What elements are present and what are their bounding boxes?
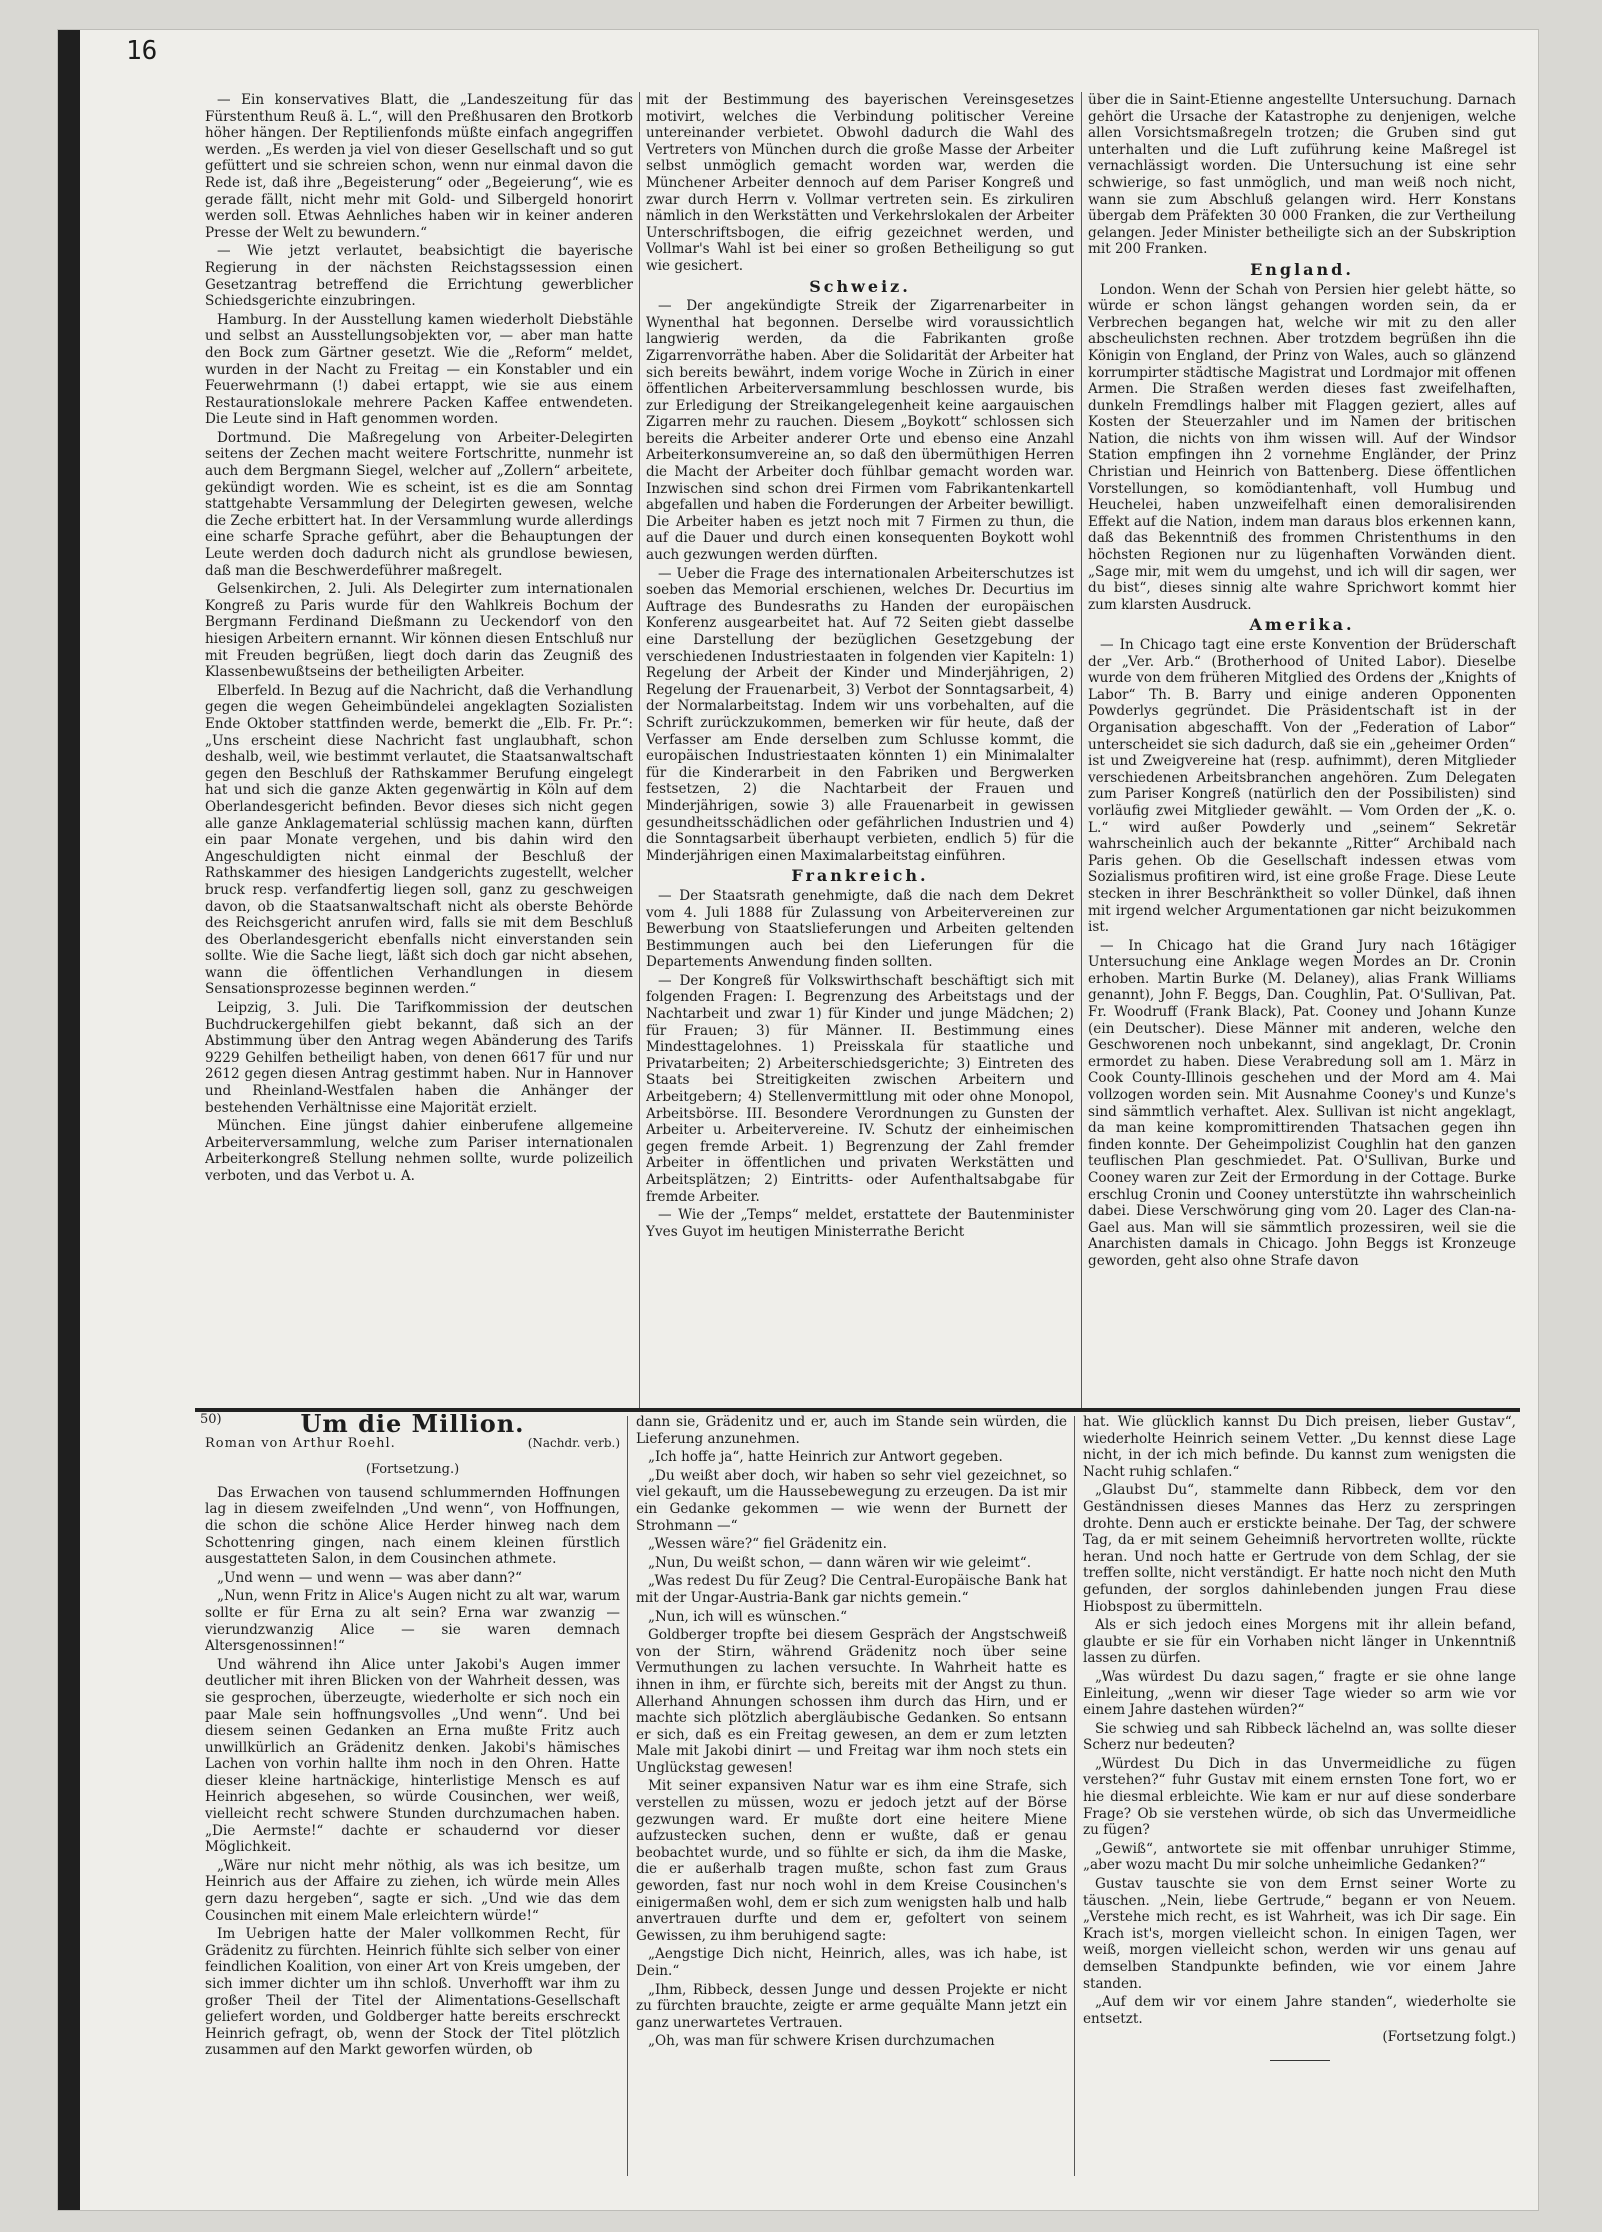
- novel-paragraph: „Nun, ich will es wünschen.“: [648, 1608, 848, 1625]
- novel-paragraph: „Aengstige Dich nicht, Heinrich, alles, was ich habe, ist Dein.“: [636, 1946, 1067, 1979]
- top-column-1: [205, 92, 633, 1404]
- novel-paragraph: „Gewiß“, antwortete sie mit offenbar unruhiger Stimme, „aber wozu macht Du mir solche unheimliche Gedanken?“: [1083, 1840, 1516, 1874]
- novel-paragraph: Mit seiner expansiven Natur war es ihm eine Strafe, sich verstellen zu müssen, wozu er jedoch jetzt auf der Börse gezwungen ward. Er mußte dort eine heitere Miene aufzustecken suchen, denn er wußte, daß er genau beobachtet wurde, und so fühlte er sich, da ihm die Maske, die er außerhalb tragen mußte, schon fast zum Graus geworden, fast nur noch wohl in dem Kreise Cousinchen's einigermaßen wohl, dem er sich zum wenigsten halb und halb anvertrauen durfte und dem er, gefoltert von seinem Gewissen, zu ihm beruhigend sagte:: [636, 1778, 1067, 1944]
- section-heading-england: England.: [1250, 259, 1354, 279]
- novel-paragraph: Sie schwieg und sah Ribbeck lächelnd an, was sollte dieser Scherz nur bedeuten?: [1083, 1720, 1516, 1754]
- novel-paragraph: „Was würdest Du dazu sagen,“ fragte er sie ohne lange Einleitung, „wenn wir dieser Tage wieder so arm wie vor einem Jahre dastehen würden?“: [1083, 1668, 1516, 1719]
- novel-paragraph: Das Erwachen von tausend schlummernden Hoffnungen lag in diesem zweifelnden „Und wenn“, von Hoffnungen, die schon die schöne Alice Herder hinweg nach dem Schottenring gingen, nach einem kleinen fürstlich ausgestatteten Salon, in dem Cousinchen athmete.: [205, 1484, 620, 1568]
- article-paragraph: München. Eine jüngst dahier einberufene allgemeine Arbeiterversammlung, welche zum Pariser internationalen Arbeiterkongreß Stellung nehmen sollte, wurde polizeilich verboten, und das Verbot u. A.: [205, 1118, 633, 1184]
- column-rule-3: [627, 1416, 628, 2176]
- novel-paragraph: Im Uebrigen hatte der Maler vollkommen Recht, für Grädenitz zu fürchten. Heinrich fühlte sich selber von einer feindlichen Koalition, von einer Art von Kreis umgeben, der sich immer dichter um ihn schloß. Unverhofft war ihm zu großer Theil der Titel der Alimentations-Gesellschaft geliefert worden, und Goldberger hatte bereits erschreckt Heinrich gefragt, ob, wenn der Stock der Titel plötzlich zusammen auf den Markt geworfen würden, ob: [205, 1926, 620, 2059]
- novel-paragraph: hat. Wie glücklich kannst Du Dich preisen, lieber Gustav“, wiederholte Heinrich seinem Vetter. „Du kennst diese Lage nicht, in der ich mich befinde. Du kannst zum wenigsten die Nacht ruhig schlafen.“: [1083, 1414, 1516, 1480]
- novel-paragraph: „Ich hoffe ja“, hatte Heinrich zur Antwort gegeben.: [648, 1449, 1003, 1466]
- article-paragraph: — Wie der „Temps“ meldet, erstattete der Bautenminister Yves Guyot im heutigen Ministerrathe Bericht: [646, 1207, 1074, 1240]
- novel-title: Um die Million.: [300, 1414, 525, 1438]
- novel-paragraph: „Wessen wäre?“ fiel Grädenitz ein.: [648, 1536, 887, 1553]
- to-be-continued: (Fortsetzung folgt.): [1382, 2029, 1516, 2046]
- novel-paragraph: Goldberger tropfte bei diesem Gespräch der Angstschweiß von der Stirn, während Grädenitz noch über seine Vermuthungen zu lachen versuchte. In Wahrheit hatte es ihnen in ihm, er fürchte sich, bereits mit der Angst zu thun. Allerhand Ahnungen schossen ihm durch das Hirn, und er machte sich plötzlich abergläubische Gedanken. So entsann er sich, daß es ein Freitag gewesen, an dem er zum letzten Male mit Jakobi dinirt — und Freitag war ihm noch stets ein Unglückstag gewesen!: [636, 1627, 1067, 1776]
- section-divider: [195, 1408, 1520, 1412]
- top-column-2: [646, 92, 1074, 1404]
- novel-paragraph: „Oh, was man für schwere Krisen durchzumachen: [648, 2033, 995, 2050]
- article-paragraph: — Der Kongreß für Volkswirthschaft beschäftigt sich mit folgenden Fragen: I. Begrenzung des Arbeitstags und der Nachtarbeit und zwar 1) für Kinder und junge Mädchen; 2) für Frauen; 3) für Männer. II. Bestimmung eines Mindesttagelohnes. 1) Preisskala für staatliche und Privatarbeiten; 2) Arbeiterschiedsgerichte; 3) Eintreten des Staats bei Streitigkeiten zwischen Arbeitern und Arbeitgebern; 4) Stellenvermittlung mit oder ohne Monopol, Arbeitsbörse. III. Besondere Verordnungen zu Gunsten der Arbeiter u. Arbeitervereine. IV. Schutz der einheimischen gegen fremde Arbeit. 1) Begrenzung der Zahl fremder Arbeiter in öffentlichen und privaten Werkstätten und Arbeitsplätzen; 2) Eintritts- oder Aufenthaltsabgabe für fremde Arbeiter.: [646, 972, 1074, 1205]
- article-paragraph: mit der Bestimmung des bayerischen Vereinsgesetzes motivirt, welches die Verbindung politischer Vereine untereinander verbietet. Obwohl dadurch die Wahl des Vertreters von München durch die große Masse der Arbeiter selbst unmöglich gemacht worden war, werden die Münchener Arbeiter dennoch auf dem Pariser Kongreß und zwar durch Herrn v. Vollmar vertreten sein. Es zirkuliren nämlich in den Werkstätten und Verkehrslokalen der Arbeiter Unterschriftsbogen, die eifrig gezeichnet werden, und Vollmar's Wahl ist bei einer so großen Betheiligung so gut wie gesichert.: [646, 92, 1074, 274]
- novel-paragraph: Und während ihn Alice unter Jakobi's Augen immer deutlicher mit ihren Blicken von der Wahrheit dessen, was sie gesprochen, überzeugte, wiederholte er sich noch ein paar Male sein hoffnungsvolles „Und wenn“. Und bei diesem seinen Gedanken an Erna mußte Fritz auch unwillkürlich an Grädenitz denken. Jakobi's hämisches Lachen von vorhin hallte ihm noch in den Ohren. Hatte dieser kleine hartnäckige, hinterlistige Mensch es auf Heinrich abgesehen, so würde Cousinchen, wer weiß, vielleicht recht schwere Stunden durchzumachen haben. „Die Aermste!“ dachte er schaudernd vor dieser Möglichkeit.: [205, 1656, 620, 1856]
- article-paragraph: — In Chicago tagt eine erste Konvention der Brüderschaft der „Ver. Arb.“ (Brotherhood of United Labor). Dieselbe wurde von dem früheren Mitglied des Ordens der „Knights of Labor“ Th. B. Barry und einige anderen Opponenten Powderlys gegründet. Die Präsidentschaft ist in der Organisation abgeschafft. Von der „Federation of Labor“ unterscheidet sie sich dadurch, daß sie ein „geheimer Orden“ ist und Zweigvereine hat (resp. aufnimmt), deren Mitglieder verschiedenen Arbeitsbranchen angehören. Zum Delegaten zum Pariser Kongreß (natürlich den der Possibilisten) sind vorläufig zwei Mitglieder gewählt. — Vom Orden der „K. o. L.“ wird außer Powderly und „seinem“ Sekretär wahrscheinlich auch der bekannte „Ritter“ Archibald nach Paris gehen. Ob die Gesellschaft indessen etwas vom Sozialismus profitiren wird, ist eine große Frage. Diese Leute stecken in ihrer Beschränktheit so voller Dünkel, daß ihnen mit irgend welcher Argumentationen gar nicht beizukommen ist.: [1088, 637, 1516, 936]
- article-paragraph: Gelsenkirchen, 2. Juli. Als Delegirter zum internationalen Kongreß zu Paris wurde für den Wahlkreis Bochum der Bergmann Ferdinand Dießmann zu Ueckendorf von den hiesigen Arbeitern ernannt. Wir können diesen Entschluß nur mit Freuden begrüßen, liegt doch darin das Zeugniß des Klassenbewußtseins der betheiligten Arbeiter.: [205, 581, 633, 681]
- column-rule-1: [639, 92, 640, 1410]
- article-paragraph: — Ein konservatives Blatt, die „Landeszeitung für das Fürstenthum Reuß ä. L.“, will den Preßhusaren den Brotkorb höher hängen. Der Reptilienfonds müßte einfach angegriffen werden. „Es werden ja viel von dieser Gesellschaft und so gut gefüttert und sie schreien schon, wenn nur einmal davon die Rede ist, daß ihre „Begeisterung“ oder „Begeierung“, wie es gerade fällt, nicht mehr mit Gold- und Silbergeld honorirt werden soll. Etwas Aehnliches haben wir in keiner anderen Presse der Welt zu bewundern.“: [205, 92, 633, 241]
- article-paragraph: Dortmund. Die Maßregelung von Arbeiter-Delegirten seitens der Zechen macht weitere Fortschritte, nunmehr ist auch dem Bergmann Siegel, welcher auf „Zollern“ arbeitete, gekündigt worden. Wie es scheint, ist es die am Sonntag stattgehabte Versammlung der Delegirten gewesen, welche die Zeche erbittert hat. In der Versammlung wurde allerdings eine scharfe Sprache geführt, aber die Behauptungen der Leute werden doch dadurch nicht als grundlose bewiesen, daß man die Beschwerdeführer maßregelt.: [205, 429, 633, 579]
- novel-paragraph: „Auf dem wir vor einem Jahre standen“, wiederholte sie entsetzt.: [1083, 1994, 1516, 2027]
- novel-author: Roman von Arthur Roehl.: [205, 1435, 396, 1451]
- column-rule-2: [1081, 92, 1082, 1410]
- novel-paragraph: „Ihm, Ribbeck, dessen Junge und dessen Projekte er nicht zu fürchten brauchte, zeigte er arme gequälte Mann jetzt ein ganz unerwartetes Vertrauen.: [636, 1981, 1067, 2031]
- article-paragraph: Elberfeld. In Bezug auf die Nachricht, daß die Verhandlung gegen die wegen Geheimbündelei angeklagten Sozialisten Ende Oktober stattfinden werde, bemerkt die „Elb. Fr. Pr.“: „Uns erscheint diese Nachricht fast unglaubhaft, schon deshalb, weil, wie bestimmt verlautet, die Staatsanwaltschaft gegen den Beschluß der Rathskammer Berufung eingelegt hat und sich die ganze Akten gegenwärtig in Köln auf dem Oberlandesgericht befinden. Bevor dieses sich nicht gegen alle ganze Anklagematerial schlüssig machen kann, dürften ein paar Monate vergehen, und bis dahin wird den Angeschuldigten nicht einmal der Beschluß der Rathskammer des hiesigen Landgerichts zugestellt, welcher bruck resp. verfandfertig liegen soll, ganz zu geschweigen davon, ob die Staatsanwaltschaft nicht als oberste Behörde des Reichsgericht anrufen wird, falls sie mit dem Beschluß des Oberlandesgericht ebenfalls nicht einverstanden sein sollte. Wie die Sache liegt, läßt sich doch gar nicht absehen, wann die öffentlichen Verhandlungen in diesem Sensationsprozesse beginnen werden.“: [205, 682, 633, 998]
- column-rule-4: [1074, 1416, 1075, 2176]
- novel-paragraph: „Glaubst Du“, stammelte dann Ribbeck, dem vor den Geständnissen dieses Mannes das Herz zu zerspringen drohte. Denn auch er erstickte beinahe. Der Tag, der schwere Tag, da er mit seinem Geheimniß hervortreten wollte, rückte heran. Und noch hatte er Gertrude von dem Schlag, der sie treffen sollte, nicht verständigt. Er hatte noch nicht den Muth gefunden, der sorglos dahinlebenden jungen Frau diese Hiobspost zu übermitteln.: [1083, 1482, 1516, 1615]
- article-paragraph: — Wie jetzt verlautet, beabsichtigt die bayerische Regierung in der nächsten Reichstagssession einen Gesetzantrag betreffend die Errichtung gewerblicher Schiedsgerichte einzubringen.: [205, 243, 633, 310]
- novel-column-2: [636, 1414, 1067, 2176]
- continuation-note: (Fortsetzung.): [365, 1462, 460, 1478]
- section-heading-amerika: Amerika.: [1249, 615, 1355, 635]
- end-rule: [1270, 2060, 1330, 2061]
- article-paragraph: — Der Staatsrath genehmigte, daß die nach dem Dekret vom 4. Juli 1888 für Zulassung von Arbeitervereinen zur Bewerbung von Staatslieferungen und Arbeiten geltenden Bestimmungen auch bei den Lieferungen für die Departements Anwendung finden sollten.: [646, 887, 1074, 971]
- page-number: 16: [126, 36, 158, 66]
- novel-paragraph: „Nun, Du weißt schon, — dann wären wir wie geleimt“.: [648, 1554, 1032, 1571]
- reprint-note: (Nachdr. verb.): [527, 1435, 620, 1450]
- top-column-3: [1088, 92, 1516, 1404]
- binding-edge: [58, 30, 80, 2210]
- novel-paragraph: „Was redest Du für Zeug? Die Central-Europäische Bank hat mit der Ungar-Austria-Bank gar nichts gemein.“: [636, 1573, 1067, 1606]
- article-paragraph: — Ueber die Frage des internationalen Arbeiterschutzes ist soeben das Memorial erschienen, welches Dr. Decurtius im Auftrage des Bundesraths zu Handen der europäischen Konferenz ausgearbeitet hat. Auf 72 Seiten giebt dasselbe eine Darstellung der bezüglichen Gesetzgebung der verschiedenen Industriestaaten in folgenden vier Kapiteln: 1) Regelung der Arbeit der Kinder und Minderjährigen, 2) Regelung der Frauenarbeit, 3) Verbot der Sonntagsarbeit, 4) der Normalarbeitstag. Indem wir uns vorbehalten, auf die Schrift zurückzukommen, bemerken wir für heute, daß der Verfasser am Ende derselben zum Schlusse kommt, die europäischen Industriestaaten könnten 1) ein Minimalalter für die Kinderarbeit in den Fabriken und Bergwerken festsetzen, 2) die Nachtarbeit der Frauen und Minderjährigen, sowie 3) alle Frauenarbeit in gewissen gesundheitsschädlichen oder gefährlichen Industrien und 4) die Sonntagsarbeit überhaupt verbieten, endlich 5) für die Minderjährigen einen Maximalarbeitstag einführen.: [646, 565, 1074, 864]
- article-paragraph: — Der angekündigte Streik der Zigarrenarbeiter in Wynenthal hat begonnen. Derselbe wird voraussichtlich langwierig werden, da die Fabrikanten große Zigarrenvorräthe haben. Aber die Solidarität der Arbeiter hat sich bereits bewährt, indem vorige Woche in Zürich in einer öffentlichen Arbeiterversammlung beschlossen wurde, bis zur Erledigung der Streikangelegenheit keine aargauischen Zigarren mehr zu rauchen. Diesem „Boykott“ schlossen sich bereits die Arbeiter anderer Orte und ebenso eine Anzahl Arbeiterkonsumvereine an, so daß den übermüthigen Herren die Macht der Arbeiter doch fühlbar gemacht worden war. Inzwischen sind schon drei Firmen vom Fabrikantenkartell abgefallen und haben die Forderungen der Arbeiter bewilligt. Die Arbeiter haben es jetzt noch mit 7 Firmen zu thun, die auf die Dauer und durch einen konsequenten Boykott wohl auch gezwungen werden dürften.: [646, 298, 1074, 564]
- section-heading-schweiz: Schweiz.: [809, 276, 911, 296]
- novel-paragraph: „Wäre nur nicht mehr nöthig, als was ich besitze, um Heinrich aus der Affaire zu ziehen, ich würde mein Alles gern dazu hergeben“, sagte er sich. „Und wie das dem Cousinchen mit einem Male erleichtern würde!“: [205, 1857, 620, 1924]
- novel-paragraph: „Nun, wenn Fritz in Alice's Augen nicht zu alt war, warum sollte er für Erna zu alt sein? Erna war zwanzig — vierundzwanzig Alice — sie waren demnach Altersgenossinnen!“: [205, 1588, 620, 1655]
- novel-paragraph: Gustav tauschte sie von dem Ernst seiner Worte zu täuschen. „Nein, liebe Gertrude,“ begann er von Neuem. „Verstehe mich recht, es ist Wahrheit, was ich Dir sage. Ein Krach ist's, morgen vielleicht schon. In einigen Tagen, wer weiß, morgen vielleicht schon, werden wir uns genau auf demselben Standpunkte befinden, wie vor einem Jahre standen.: [1083, 1876, 1516, 1992]
- article-paragraph: Leipzig, 3. Juli. Die Tarifkommission der deutschen Buchdruckergehilfen giebt bekannt, daß sich an der Abstimmung über den Antrag wegen Abänderung des Tarifs 9229 Gehilfen betheiligt haben, von denen 6617 für und nur 2612 gegen diesen Antrag gestimmt haben. Nur in Hannover und Rheinland-Westfalen haben die Anhänger der bestehenden Verhältnisse eine Majorität erzielt.: [205, 1000, 633, 1116]
- article-paragraph: über die in Saint-Etienne angestellte Untersuchung. Darnach gehört die Ursache der Katastrophe zu denjenigen, welche allen Vorsichtsmaßregeln trotzen; die Gruben sind gut unterhalten und die Luft zuführung keine Maßregel ist vernachlässigt worden. Die Untersuchung ist eine sehr schwierige, so fast unmöglich, und man weiß noch nicht, wann sie zum Abschluß gelangen wird. Herr Konstans übergab dem Präfekten 30 000 Franken, die zur Vertheilung gelangen. Jeder Minister betheiligte sich an der Subskription mit 200 Franken.: [1088, 92, 1516, 258]
- article-paragraph: Hamburg. In der Ausstellung kamen wiederholt Diebstähle und selbst an Ausstellungsobjekten vor, — aber man hatte den Bock zum Gärtner gesetzt. Wie die „Reform“ meldet, wurden in der Nacht zu Freitag — ein Konstabler und ein Feuerwehrmann (!) dabei ertappt, wie sie aus einem Restaurationslokale mehrere Packen Kaffee entwendeten. Die Leute sind in Haft genommen worden.: [205, 311, 633, 428]
- section-heading-frankreich: Frankreich.: [791, 866, 929, 886]
- novel-paragraph: „Würdest Du Dich in das Unvermeidliche zu fügen verstehen?“ fuhr Gustav mit einem ernsten Tone fort, wo er hie diesmal erbleichte. Wie kam er nur auf diese sonderbare Frage? Ob sie verstehen würde, ob sich das Unvermeidliche zu fügen?: [1083, 1755, 1516, 1839]
- novel-paragraph: dann sie, Grädenitz und er, auch im Stande sein würden, die Lieferung anzunehmen.: [636, 1414, 1067, 1447]
- article-paragraph: — In Chicago hat die Grand Jury nach 16tägiger Untersuchung eine Anklage wegen Mordes an Dr. Cronin erhoben. Martin Burke (M. Delaney), alias Frank Williams genannt), John F. Beggs, Dan. Coughlin, Pat. O'Sullivan, Pat. Fr. Woodruff (Frank Black), Pat. Cooney und Johann Kunze (ein Deutscher). Diese Männer mit anderen, welche den Geschworenen noch unbekannt, sind angeklagt, Dr. Cronin ermordet zu haben. Diese Verabredung soll am 1. März in Cook County-Illinois geschehen und der Mord am 4. Mai vollzogen worden sein. Mit Ausnahme Cooney's und Kunze's sind sämmtlich verhaftet. Alex. Sullivan ist nicht angeklagt, da man keine kompromittirenden Thatsachen gegen ihn finden konnte. Der Geheimpolizist Coughlin hat den ganzen teuflischen Plan geschmiedet. Pat. O'Sullivan, Burke und Cooney waren zur Zeit der Ermordung in der Cottage. Burke erschlug Cronin und Cooney unterstützte ihn wahrscheinlich dabei. Diese Verschwörung ging vom 20. Lager des Clan-na-Gael aus. Man will sie sämmtlich prozessiren, weil sie die Anarchisten damals in Chicago. John Beggs ist Kronzeuge geworden, geht also ohne Strafe davon: [1088, 937, 1516, 1269]
- novel-column-1: [205, 1414, 620, 2176]
- novel-column-3: [1083, 1414, 1516, 2176]
- novel-paragraph: „Du weißt aber doch, wir haben so sehr viel gezeichnet, so viel gekauft, um die Haussebewegung zu erzeugen. Da ist mir ein Gedanke gekommen — wie wenn der Burnett der Strohmann —“: [636, 1467, 1067, 1534]
- serial-number: 50): [200, 1412, 222, 1427]
- article-paragraph: London. Wenn der Schah von Persien hier gelebt hätte, so würde er schon längst gehangen worden sein, da er Verbrechen begangen hat, welche wir mit zu den aller abscheulichsten rechnen. Aber trotzdem begrüßen ihn die Königin von England, der Prinz von Wales, auch so glänzend korrumpirter städtische Magistrat und Lordmajor mit offenen Armen. Die Straßen werden dieses fast zweifelhaften, dunkeln Fremdlings halber mit Flaggen geziert, alles auf Kosten der Steuerzahler und im Namen der britischen Nation, die nichts von ihm wissen will. Auf der Windsor Station empfingen ihn 2 vornehme Engländer, der Prinz Christian und Heinrich von Battenberg. Diese öffentlichen Vorstellungen, so komödiantenhaft, voll Humbug und Heuchelei, haben unzweifelhaft einen demoralisirenden Effekt auf die Nation, indem man daraus blos erkennen kann, daß das Bekenntniß des frommen Christenthums in den höchsten Regionen nur zu lügenhaften Vorwänden dient. „Sage mir, mit wem du umgehst, und ich will dir sagen, wer du bist“, dieses sinnig alte wahre Sprichwort kommt hier zum klarsten Ausdruck.: [1088, 281, 1516, 613]
- novel-paragraph: „Und wenn — und wenn — was aber dann?“: [217, 1569, 522, 1586]
- novel-paragraph: Als er sich jedoch eines Morgens mit ihr allein befand, glaubte er sie für ein Vorhaben nicht länger in Unkenntniß lassen zu dürfen.: [1083, 1617, 1516, 1667]
